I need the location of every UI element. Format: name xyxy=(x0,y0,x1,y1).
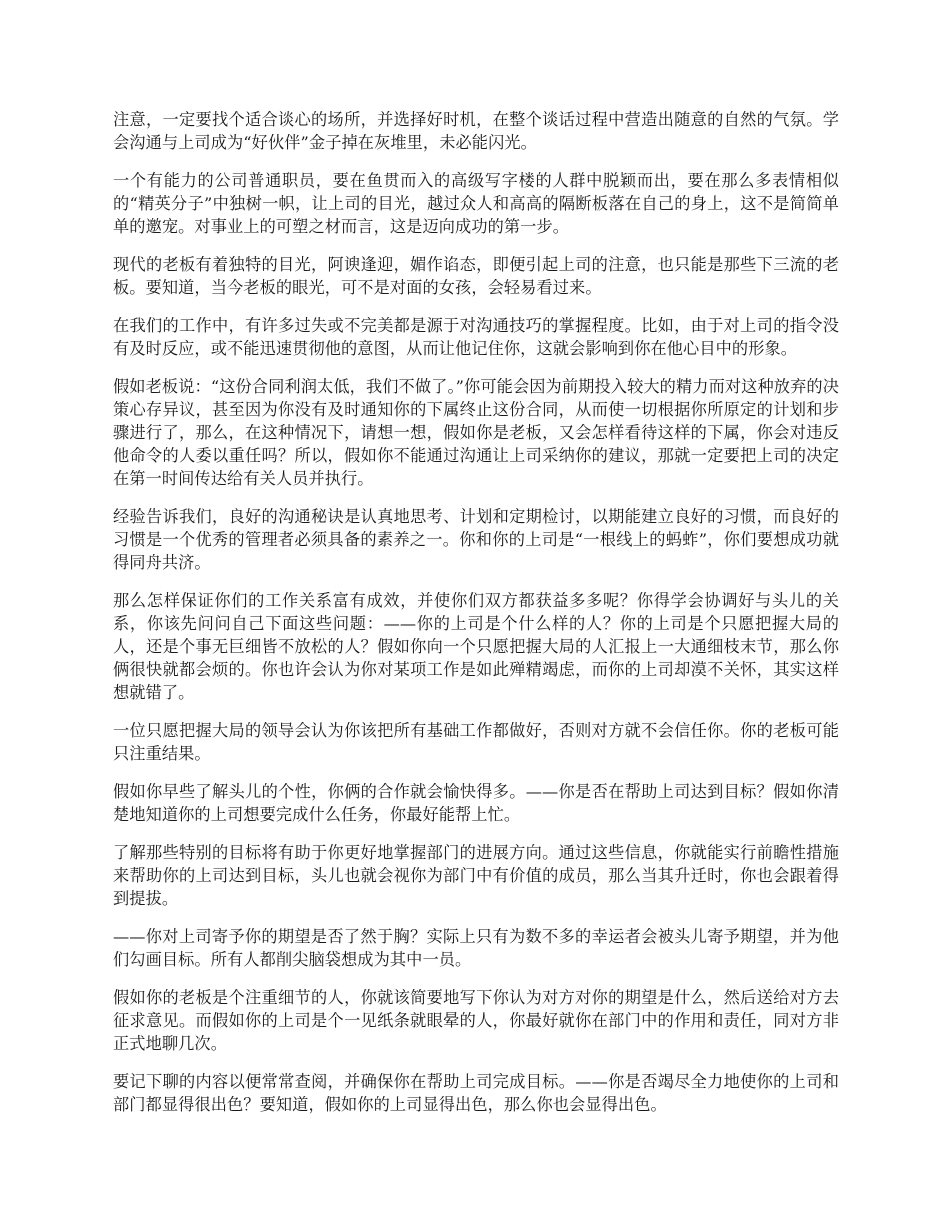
paragraph: 假如你早些了解头儿的个性，你俩的合作就会愉快得多。——你是否在帮助上司达到目标？假如你清楚地知道你的上司想要完成什么任务，你最好能帮上忙。 xyxy=(113,782,839,824)
paragraph: 要记下聊的内容以便常常查阅，并确保你在帮助上司完成目标。——你是否竭尽全力地使你的上司和部门都显得很出色？要知道，假如你的上司显得出色，那么你也会显得出色。 xyxy=(113,1072,839,1114)
paragraph: 经验告诉我们，良好的沟通秘诀是认真地思考、计划和定期检讨，以期能建立良好的习惯，而良好的习惯是一个优秀的管理者必须具备的素养之一。你和你的上司是“一根线上的蚂蚱”，你们要想成功就得同舟共济。 xyxy=(113,507,839,572)
paragraph: 假如你的老板是个注重细节的人，你就该简要地写下你认为对方对你的期望是什么，然后送给对方去征求意见。而假如你的上司是个一见纸条就眼晕的人，你最好就你在部门中的作用和责任，同对方非正式地聊几次。 xyxy=(113,988,839,1053)
paragraph: 假如老板说：“这份合同利润太低，我们不做了。”你可能会因为前期投入较大的精力而对这种放弃的决策心存异议，甚至因为你没有及时通知你的下属终止这份合同，从而使一切根据你所原定的计划和步骤进行了，那么，在这种情况下，请想一想，假如你是老板，又会怎样看待这样的下属，你会对违反他命令的人委以重任吗？所以，假如你不能通过沟通让上司采纳你的建议，那就一定要把上司的决定在第一时间传达给有关人员并执行。 xyxy=(113,377,839,488)
paragraph: 现代的老板有着独特的目光，阿谀逢迎，媚作谄态，即便引起上司的注意，也只能是那些下三流的老板。要知道，当今老板的眼光，可不是对面的女孩，会轻易看过来。 xyxy=(113,255,839,297)
paragraph: ——你对上司寄予你的期望是否了然于胸？实际上只有为数不多的幸运者会被头儿寄予期望，并为他们勾画目标。所有人都削尖脑袋想成为其中一员。 xyxy=(113,927,839,969)
paragraph: 在我们的工作中，有许多过失或不完美都是源于对沟通技巧的掌握程度。比如，由于对上司的指令没有及时反应，或不能迅速贯彻他的意图，从而让他记住你，这就会影响到你在他心目中的形象。 xyxy=(113,316,839,358)
paragraph: 了解那些特别的目标将有助于你更好地掌握部门的进展方向。通过这些信息，你就能实行前瞻性措施来帮助你的上司达到目标，头儿也就会视你为部门中有价值的成员，那么当其升迁时，你也会跟着得到提拔。 xyxy=(113,843,839,908)
paragraph: 一个有能力的公司普通职员，要在鱼贯而入的高级写字楼的人群中脱颖而出，要在那么多表情相似的“精英分子”中独树一帜，让上司的目光，越过众人和高高的隔断板落在自己的身上，这不是简简单单的邀宠。对事业上的可塑之材而言，这是迈向成功的第一步。 xyxy=(113,171,839,236)
paragraph: 一位只愿把握大局的领导会认为你该把所有基础工作都做好，否则对方就不会信任你。你的老板可能只注重结果。 xyxy=(113,721,839,763)
paragraph: 注意，一定要找个适合谈心的场所，并选择好时机，在整个谈话过程中营造出随意的自然的气氛。学会沟通与上司成为“好伙伴”金子掉在灰堆里，未必能闪光。 xyxy=(113,110,839,152)
article-body xyxy=(113,108,839,1116)
paragraph: 那么怎样保证你们的工作关系富有成效，并使你们双方都获益多多呢？你得学会协调好与头儿的关系，你该先问问自己下面这些问题：——你的上司是个什么样的人？你的上司是个只愿把握大局的人，还是个事无巨细皆不放松的人？假如你向一个只愿把握大局的人汇报上一大通细枝末节，那么你俩很快就都会烦的。你也许会认为你对某项工作是如此殚精竭虑，而你的上司却漠不关怀，其实这样想就错了。 xyxy=(113,591,839,702)
